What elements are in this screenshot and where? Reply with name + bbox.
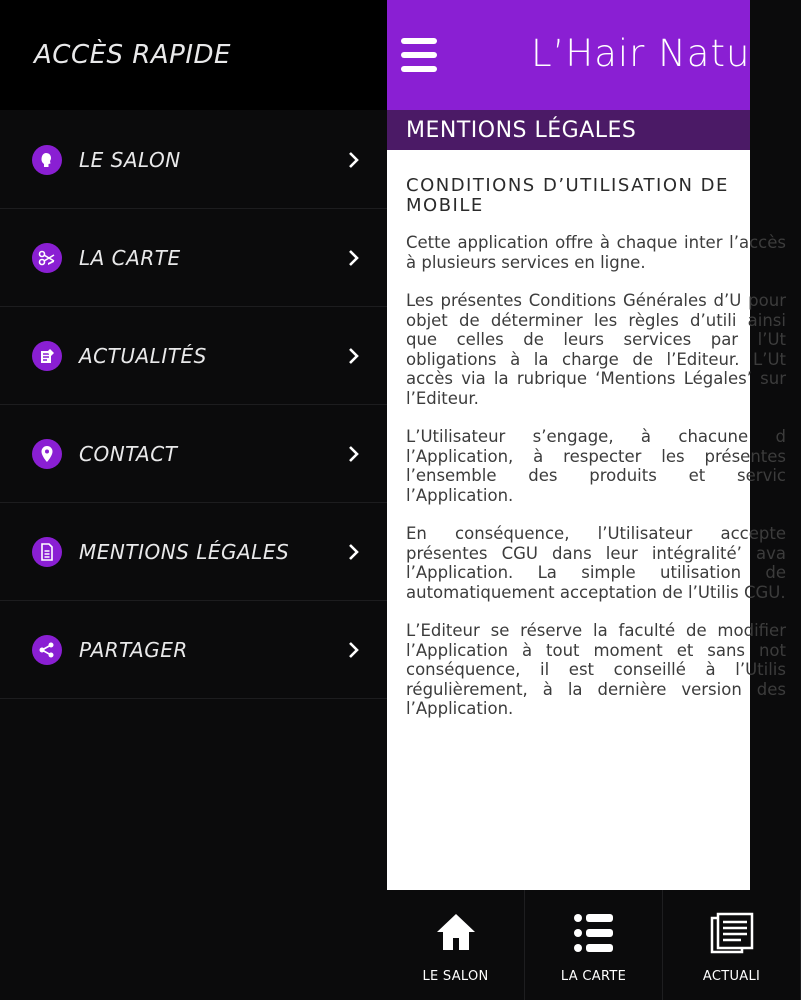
section-title: MENTIONS LÉGALES — [406, 118, 637, 143]
tab-label: LA CARTE — [560, 969, 627, 984]
drawer-item-contact[interactable] — [0, 406, 387, 503]
document-icon — [32, 537, 62, 567]
drawer-item-label: MENTIONS LÉGALES — [79, 540, 290, 564]
drawer-item-actualites[interactable] — [0, 308, 387, 405]
paragraph: En conséquence, l’Utilisateur accepte présentes CGU dans leur intégralité’ ava l’Application. La simple utilisation de automatiquement acceptation de l’Utilis CGU. — [406, 524, 786, 602]
content-heading: CONDITIONS D’UTILISATION DE MOBILE — [406, 175, 729, 216]
tab-le-salon[interactable] — [387, 890, 525, 1000]
paragraph: Cette application offre à chaque inter l’accès à plusieurs services en ligne. — [406, 233, 786, 272]
drawer-item-label: LE SALON — [79, 148, 181, 172]
home-icon — [435, 912, 477, 956]
main-panel — [387, 0, 786, 1000]
paragraph: L’Utilisateur s’engage, à chacune d l’Application, à respecter les présentes l’ensemble des produits et servic l’Application. — [406, 427, 786, 505]
navigation-drawer — [0, 0, 387, 1000]
location-pin-icon — [32, 439, 62, 469]
bottom-tab-bar — [387, 890, 761, 1000]
paragraph: Les présentes Conditions Générales d’U pour objet de déterminer les règles d’utili ainsi que celles de leurs services par l’Ut obligations à la charge de l’Editeur. L’Ut accès via la rubrique ‘Mentions Légales’ sur l’Editeur. — [406, 291, 786, 408]
chevron-right-icon — [345, 249, 363, 267]
drawer-item-mentions-legales[interactable] — [0, 504, 387, 601]
tab-actualites[interactable] — [663, 890, 801, 1000]
newspaper-icon — [710, 912, 754, 958]
chevron-right-icon — [345, 445, 363, 463]
share-icon — [32, 635, 62, 665]
tab-label: ACTUALI — [702, 969, 761, 984]
list-icon — [573, 912, 615, 958]
app-title: L’Hair Natu — [531, 32, 751, 75]
drawer-item-label: PARTAGER — [79, 638, 188, 662]
drawer-item-partager[interactable] — [0, 602, 387, 699]
scissors-comb-icon — [32, 243, 62, 273]
chevron-right-icon — [345, 151, 363, 169]
news-icon — [32, 341, 62, 371]
drawer-item-label: CONTACT — [79, 442, 178, 466]
tab-label: LE SALON — [422, 969, 489, 984]
drawer-item-label: LA CARTE — [79, 246, 181, 270]
app-header — [387, 0, 750, 110]
section-header — [387, 110, 750, 150]
tab-la-carte[interactable] — [525, 890, 663, 1000]
drawer-header — [0, 0, 387, 110]
paragraph: L’Editeur se réserve la faculté de modifier l’Application à tout moment et sans not conséquence, il est conseillé à l’Utilis régulièrement, à la dernière version des l’Application. — [406, 621, 786, 718]
chevron-right-icon — [345, 641, 363, 659]
hamburger-menu-icon[interactable] — [401, 38, 437, 72]
drawer-item-le-salon[interactable] — [0, 112, 387, 209]
drawer-item-la-carte[interactable] — [0, 210, 387, 307]
chevron-right-icon — [345, 347, 363, 365]
drawer-title: ACCÈS RAPIDE — [34, 40, 231, 70]
chevron-right-icon — [345, 543, 363, 561]
legal-content — [406, 176, 786, 738]
drawer-item-label: ACTUALITÉS — [79, 344, 207, 368]
person-head-icon — [32, 145, 62, 175]
